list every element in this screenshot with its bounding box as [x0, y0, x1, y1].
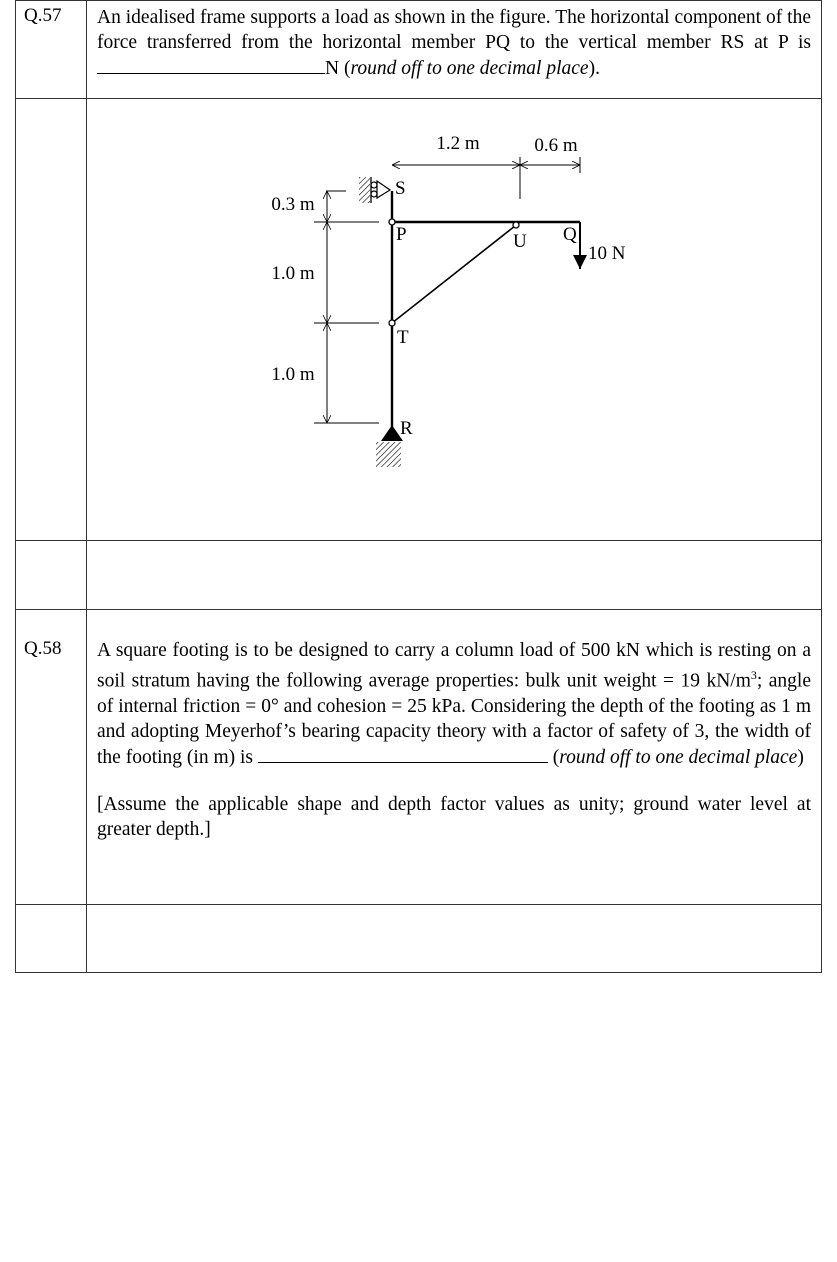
q58-note: [Assume the applicable shape and depth factor values as unity; ground water level at greater depth.]: [97, 793, 811, 840]
q58-answer-row: [16, 905, 822, 973]
vertical-dimensions: [271, 191, 379, 423]
dim-label-0-6m: 0.6 m: [534, 135, 578, 156]
label-load: 10 N: [588, 243, 626, 264]
q57-text: An idealised frame supports a load as shown in the figure. The horizontal component of the force transferred from the horizontal member PQ to the vertical member RS at P is N (round off to one decimal place).: [87, 1, 822, 99]
q57-answer-number-cell: [16, 541, 87, 610]
label-p: P: [396, 224, 407, 245]
q57-hint: round off to one decimal place: [350, 58, 589, 79]
label-t: T: [397, 327, 409, 348]
q57-figure-cell: [87, 99, 822, 541]
q57-statement: An idealised frame supports a load as shown in the figure. The horizontal component of the force transferred from the horizontal member PQ to the vertical member RS at P is: [97, 7, 811, 53]
q58-superscript: 3: [750, 668, 757, 682]
q58-answer-blank: [258, 744, 548, 763]
q57-unit: N: [325, 58, 340, 79]
q58-hint: round off to one decimal place: [559, 746, 798, 768]
wall-hatch-s: [359, 177, 370, 203]
q57-figure-number-cell: [16, 99, 87, 541]
label-s: S: [395, 178, 406, 199]
roller-triangle: [377, 181, 390, 198]
roller-support-s: [359, 177, 390, 203]
roller-top: [371, 182, 377, 188]
horizontal-dimensions: [392, 133, 580, 199]
hinge-t: [389, 320, 395, 326]
q58-text: [87, 610, 822, 905]
label-r: R: [400, 418, 413, 439]
q58-answer-number-cell: [16, 905, 87, 973]
dim-label-0-3m: 0.3 m: [271, 194, 315, 215]
dim-label-1-0m-lower: 1.0 m: [271, 364, 315, 385]
q58-row: [16, 610, 822, 905]
member-tu: [392, 222, 520, 323]
label-u: U: [513, 231, 527, 252]
hinge-u: [513, 222, 519, 228]
frame-diagram: [87, 99, 829, 539]
q58-number: Q.58: [16, 610, 87, 905]
pin-support-r: [376, 425, 403, 467]
label-q: Q: [563, 224, 577, 245]
q58-answer-cell: [87, 905, 822, 973]
q58-statement: A square footing is to be designed to carry a column load of 500 kN which is resting on a soil stratum having the following average properties: bulk unit weight = 19 $kN/m^3$; angle of internal friction = 0° and cohesion = 25 kPa. Considering the depth of the footing as 1 m and adopting Meyerhof’s bearing capacity theory with a factor of safety of 3, the width of the footing (in m) is (round off to one decimal place): [97, 640, 811, 768]
q57-answer-blank: [97, 55, 325, 74]
dim-label-1-2m: 1.2 m: [436, 133, 480, 154]
ground-hatch-r: [376, 442, 401, 467]
q57-figure-row: [16, 99, 822, 541]
q57-row: [16, 1, 822, 99]
dim-label-1-0m-upper: 1.0 m: [271, 263, 315, 284]
question-table: [15, 0, 822, 973]
frame-members: [392, 191, 580, 429]
q58-statement-part1: A square footing is to be designed to carry a column load of 500 kN which is resting on a soil stratum having the following average properties: bulk unit weight = 19 kN/m: [97, 640, 811, 692]
q57-answer-row: [16, 541, 822, 610]
roller-bottom: [371, 191, 377, 197]
q57-answer-cell: [87, 541, 822, 610]
q58-statement-part2: ; angle of internal friction = 0° and cohesion = 25 kPa. Considering the depth of the footing as 1 m and adopting Meyerhof’s bearing capacity theory with a factor of safety of 3, the width of the footing (in m) is: [97, 670, 811, 768]
q57-number: Q.57: [16, 1, 87, 99]
hinge-p: [389, 219, 395, 225]
